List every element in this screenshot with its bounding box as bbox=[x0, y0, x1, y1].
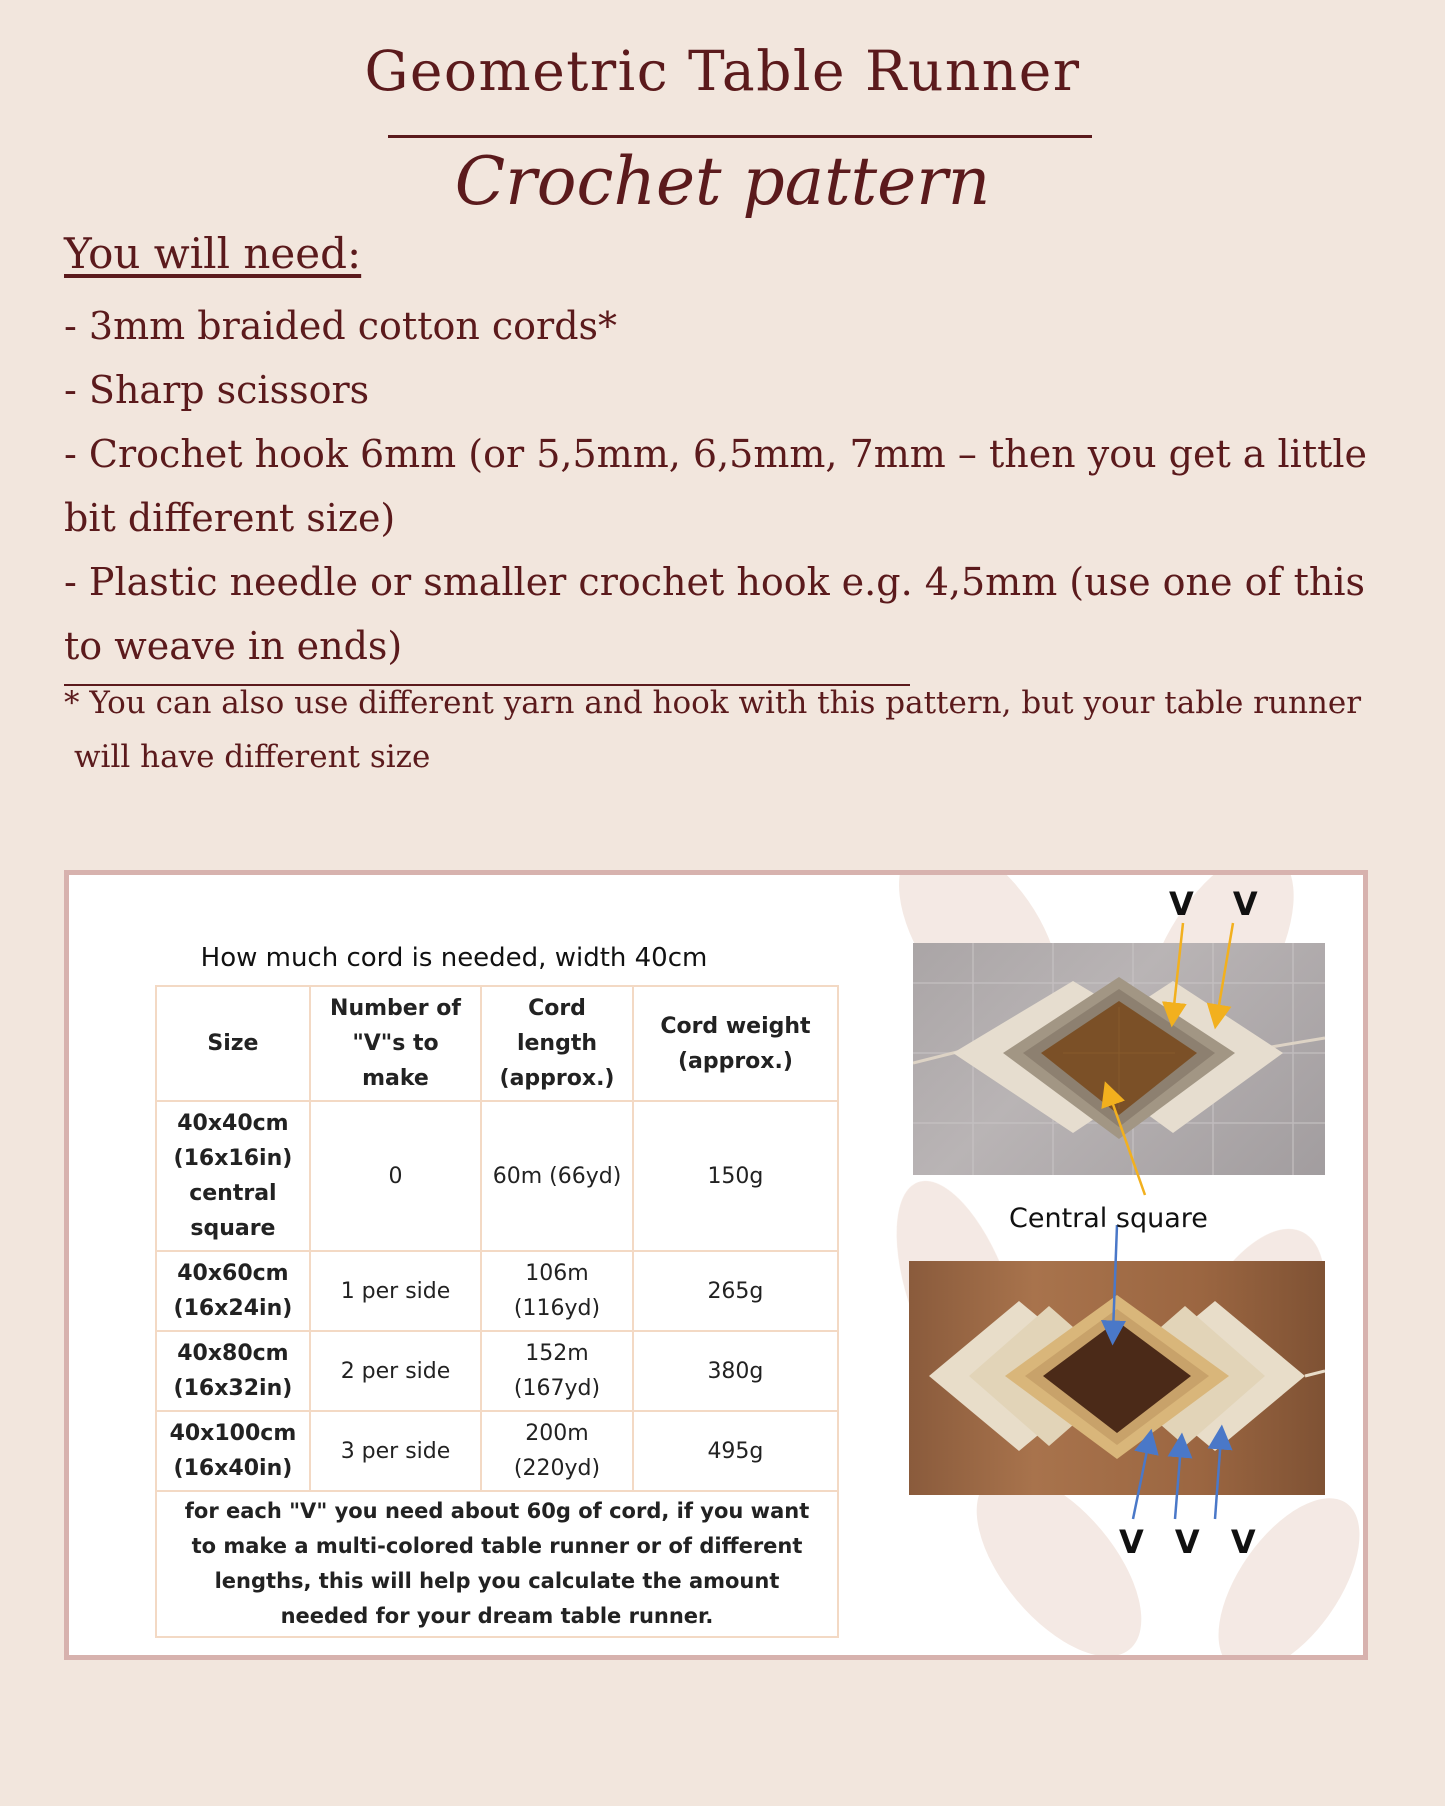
materials-item: - Plastic needle or smaller crochet hook e.g. 4,5mm (use one of this to weave in ends) bbox=[64, 560, 1366, 668]
materials-item: - Sharp scissors bbox=[64, 368, 370, 412]
table-note: for each "V" you need about 60g of cord, if you want to make a multi-colored table runner or of different lengths, this will help you calculate the amount needed for your dream table runner. bbox=[156, 1491, 838, 1637]
footnote bbox=[64, 676, 1384, 784]
table-cell-number: 1 per side bbox=[310, 1251, 481, 1331]
table-cell-weight: 265g bbox=[633, 1251, 838, 1331]
top-v-label: V V bbox=[1169, 885, 1272, 923]
table-cell-number: 2 per side bbox=[310, 1331, 481, 1411]
table-cell-length: 152m (167yd) bbox=[481, 1331, 633, 1411]
table-cell-number: 0 bbox=[310, 1101, 481, 1251]
table-header-cell: Size bbox=[156, 986, 310, 1101]
table-cell-weight: 150g bbox=[633, 1101, 838, 1251]
materials-item: - 3mm braided cotton cords* bbox=[64, 304, 618, 348]
table-cell-number: 3 per side bbox=[310, 1411, 481, 1491]
page-subtitle: Crochet pattern bbox=[454, 143, 991, 220]
footnote-line: will have different size bbox=[74, 739, 431, 775]
table-cell-weight: 495g bbox=[633, 1411, 838, 1491]
footnote-line: * You can also use different yarn and hook with this pattern, but your table runner bbox=[64, 685, 1362, 721]
table-cell-weight: 380g bbox=[633, 1331, 838, 1411]
table-header-cell: Number of "V"s to make bbox=[310, 986, 481, 1101]
table-cell-size: 40x100cm (16x40in) bbox=[156, 1411, 310, 1491]
materials-list bbox=[64, 294, 1394, 678]
table-cell-size: 40x60cm (16x24in) bbox=[156, 1251, 310, 1331]
table-cell-length: 106m (116yd) bbox=[481, 1251, 633, 1331]
title-divider bbox=[388, 135, 1092, 138]
materials-item: - Crochet hook 6mm (or 5,5mm, 6,5mm, 7mm – then you get a little bit different size) bbox=[64, 432, 1368, 540]
table-header-cell: Cord weight (approx.) bbox=[633, 986, 838, 1101]
table-title: How much cord is needed, width 40cm bbox=[200, 943, 708, 973]
cord-info-card bbox=[64, 870, 1368, 1660]
page-title: Geometric Table Runner bbox=[364, 39, 1081, 103]
table-cell-size: 40x80cm (16x32in) bbox=[156, 1331, 310, 1411]
table-header-cell: Cord length (approx.) bbox=[481, 986, 633, 1101]
materials-heading: You will need: bbox=[64, 229, 362, 278]
table-cell-length: 200m (220yd) bbox=[481, 1411, 633, 1491]
bottom-v-label: V V V bbox=[1119, 1523, 1266, 1561]
table-cell-size: 40x40cm (16x16in) central square bbox=[156, 1101, 310, 1251]
central-square-label: Central square bbox=[1009, 1203, 1208, 1234]
table-cell-length: 60m (66yd) bbox=[481, 1101, 633, 1251]
